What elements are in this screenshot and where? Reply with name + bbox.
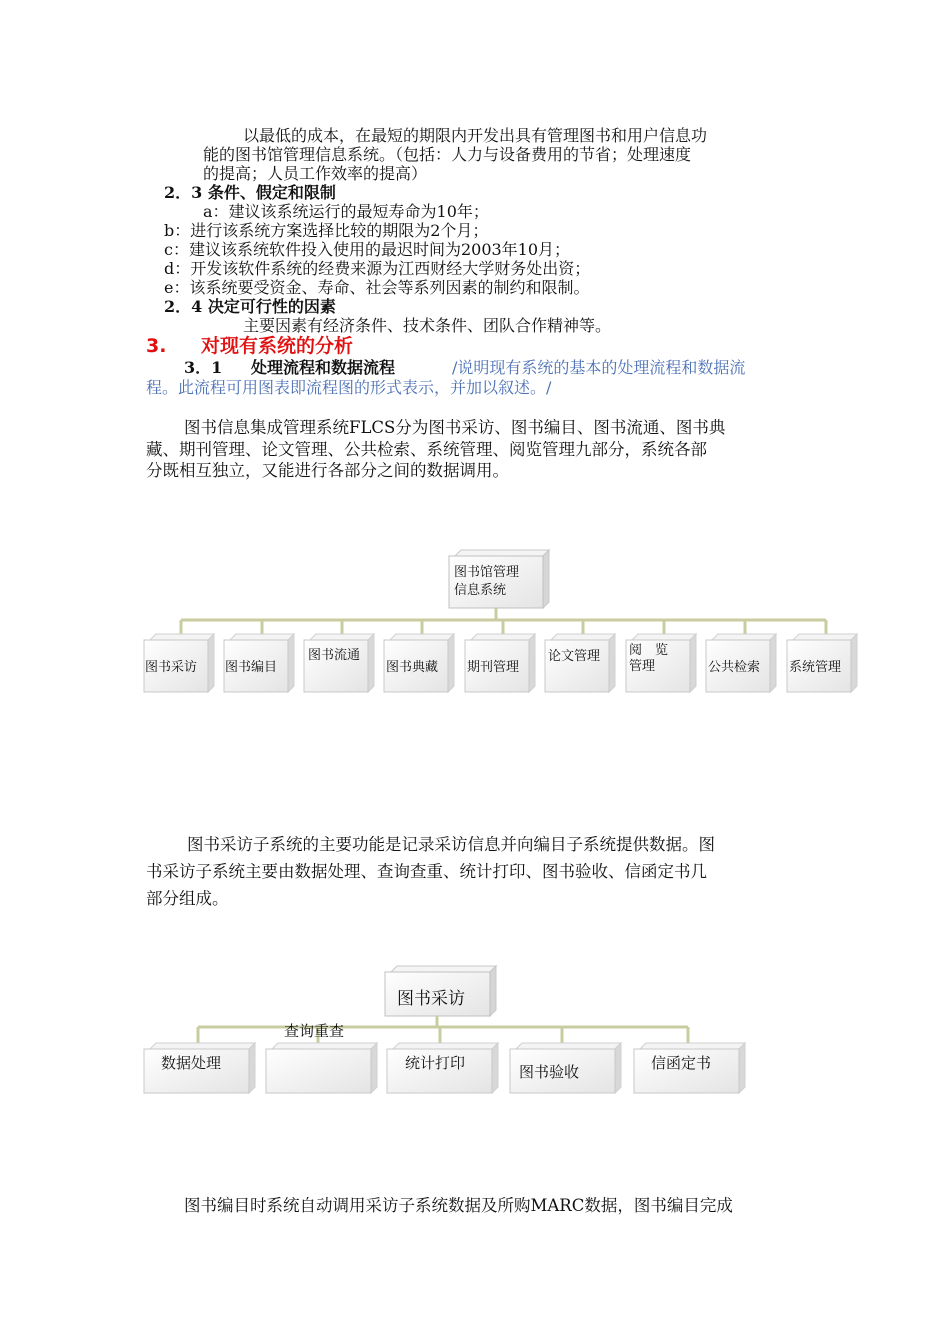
para2-line-1: 图书采访子系统的主要功能是记录采访信息并向编目子系统提供数据。图: [187, 835, 715, 854]
section-2-3-item-b: b：进行该系统方案选择比较的期限为2个月；: [164, 221, 489, 240]
section-3-1-note-2: 程。此流程可用图表即流程图的形式表示，并加以叙述。/: [146, 378, 552, 397]
diagram1-node-label: 图书流通: [308, 648, 361, 663]
para3-line-1: 图书编目时系统自动调用采访子系统数据及所购MARC数据，图书编目完成: [184, 1196, 733, 1215]
section-2-4-heading: 2．4 决定可行性的因素: [164, 297, 336, 316]
diagram1-node-label: 图书典藏: [386, 660, 439, 675]
intro-line-2: 能的图书馆管理信息系统。（包括：人力与设备费用的节省；处理速度: [203, 145, 692, 164]
diagram2-root-label: 图书采访: [397, 989, 465, 1009]
section-3-number: 3.: [146, 335, 167, 357]
para1-line-1: 图书信息集成管理系统FLCS分为图书采访、图书编目、图书流通、图书典: [184, 418, 726, 437]
diagram2-node-label: 信函定书: [651, 1054, 712, 1072]
diagram2-node-label: 数据处理: [161, 1054, 222, 1072]
diagram1-connectors: [181, 608, 826, 636]
diagram1-root-label-2: 信息系统: [454, 583, 507, 598]
intro-line-1: 以最低的成本，在最短的期限内开发出具有管理图书和用户信息功: [243, 126, 708, 145]
section-2-3-item-a: a：建议该系统运行的最短寿命为10年；: [203, 202, 489, 221]
diagram1-node-label: 期刊管理: [467, 660, 520, 675]
section-3-title: 对现有系统的分析: [201, 335, 354, 357]
diagram2-floating-label: 查询重查: [284, 1022, 345, 1040]
diagram1-node-label: 图书编目: [225, 660, 278, 675]
diagram2-connectors: [198, 1016, 688, 1043]
section-2-4-text: 主要因素有经济条件、技术条件、团队合作精神等。: [243, 316, 612, 335]
section-3-1-number: 3．1: [184, 358, 223, 377]
section-2-3-item-c: c：建议该系统软件投入使用的最迟时间为2003年10月；: [164, 240, 571, 259]
diagram2-node-label: 图书验收: [519, 1063, 580, 1081]
para2-line-2: 书采访子系统主要由数据处理、查询查重、统计打印、图书验收、信函定书几: [146, 862, 707, 881]
section-2-3-item-e: e：该系统要受资金、寿命、社会等系列因素的制约和限制。: [164, 278, 590, 297]
diagram2-node-label: 统计打印: [405, 1054, 466, 1072]
para1-line-2: 藏、期刊管理、论文管理、公共检索、系统管理、阅览管理九部分，系统各部: [146, 440, 707, 459]
diagram1-node-label: 阅 览 管理: [629, 643, 682, 674]
diagram1-root-label-1: 图书馆管理: [454, 565, 520, 580]
intro-line-3: 的提高；人员工作效率的提高）: [203, 164, 428, 183]
diagram1-node-label: 公共检索: [708, 660, 761, 675]
section-3-1-note-1: /说明现有系统的基本的处理流程和数据流: [452, 358, 746, 377]
para1-line-3: 分既相互独立，又能进行各部分之间的数据调用。: [146, 461, 509, 480]
diagram1-node-label: 系统管理: [789, 660, 842, 675]
para2-line-3: 部分组成。: [146, 889, 229, 908]
diagram1-node-label: 图书采访: [145, 660, 198, 675]
section-2-3-heading: 2．3 条件、假定和限制: [164, 183, 336, 202]
section-3-1-title: 处理流程和数据流程: [251, 358, 396, 377]
diagram1-node-label: 论文管理: [548, 649, 601, 664]
section-2-3-item-d: d：开发该软件系统的经费来源为江西财经大学财务处出资；: [164, 259, 591, 278]
